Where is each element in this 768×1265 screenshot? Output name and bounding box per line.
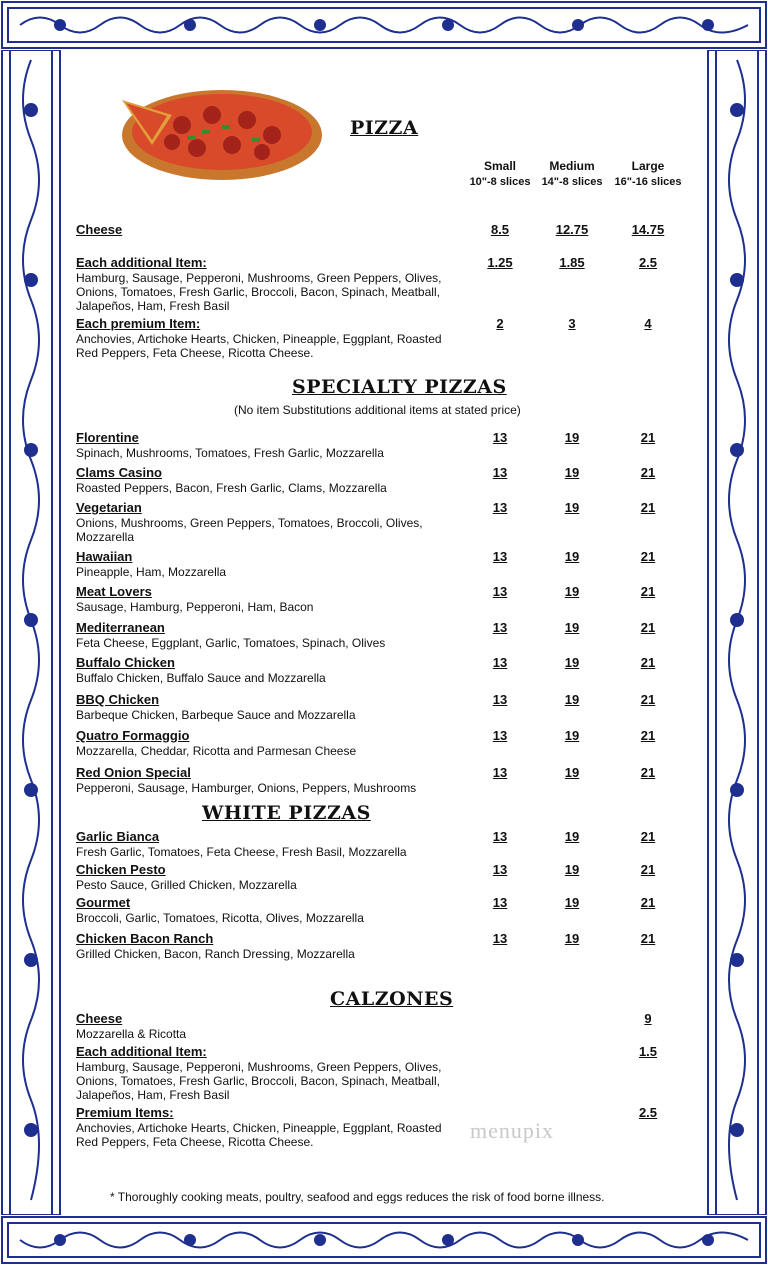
calzone-item-name: Cheese xyxy=(76,1011,123,1026)
menu-item-name: Florentine xyxy=(76,430,139,445)
price-medium: 19 xyxy=(564,430,580,445)
price-medium: 19 xyxy=(564,620,580,635)
price-large: 21 xyxy=(640,620,656,635)
price-large: 4 xyxy=(644,316,652,331)
menu-item-desc: Buffalo Chicken, Buffalo Sauce and Mozzarella xyxy=(76,671,326,685)
menu-item-name: Clams Casino xyxy=(76,465,162,480)
menu-item-desc: Roasted Peppers, Bacon, Fresh Garlic, Clams, Mozzarella xyxy=(76,481,387,495)
price-medium: 19 xyxy=(564,584,580,599)
price-large: 21 xyxy=(640,430,656,445)
calzone-item-desc: Mozzarella & Ricotta xyxy=(76,1027,187,1041)
border-left-ornament xyxy=(0,50,62,1215)
menu-item-desc: Broccoli, Garlic, Tomatoes, Ricotta, Olives, Mozzarella xyxy=(76,911,364,925)
price-large: 2.5 xyxy=(638,255,658,270)
price-small: 13 xyxy=(492,931,508,946)
specialty-section-title: SPECIALTY PIZZAS xyxy=(292,376,507,398)
price-small: 13 xyxy=(492,765,508,780)
border-top-ornament xyxy=(0,0,768,50)
price-large: 21 xyxy=(640,862,656,877)
price-medium: 19 xyxy=(564,728,580,743)
menu-item-name: Cheese xyxy=(76,222,123,237)
price-large: 21 xyxy=(640,931,656,946)
price-medium: 19 xyxy=(564,862,580,877)
price-medium: 19 xyxy=(564,931,580,946)
menu-item-desc: Mozzarella, Cheddar, Ricotta and Parmesan Cheese xyxy=(76,744,357,758)
price-large: 21 xyxy=(640,692,656,707)
price-small: 13 xyxy=(492,829,508,844)
price-large: 21 xyxy=(640,728,656,743)
price-large: 21 xyxy=(640,895,656,910)
size-small-label: Small xyxy=(483,159,516,173)
price-medium: 19 xyxy=(564,655,580,670)
price-small: 2 xyxy=(496,316,504,331)
price-medium: 19 xyxy=(564,895,580,910)
menu-item-desc: Sausage, Hamburg, Pepperoni, Ham, Bacon xyxy=(76,600,314,614)
menu-item-name: Each premium Item: xyxy=(76,316,201,331)
price-small: 13 xyxy=(492,655,508,670)
price-large: 21 xyxy=(640,829,656,844)
calzone-item-desc: Anchovies, Artichoke Hearts, Chicken, Pineapple, Eggplant, Roasted Red Peppers, Feta Cheese, Ricotta Cheese. xyxy=(76,1121,442,1149)
calzone-price: 2.5 xyxy=(638,1105,658,1120)
price-large: 21 xyxy=(640,500,656,515)
price-small: 13 xyxy=(492,500,508,515)
menu-item-name: Red Onion Special xyxy=(76,765,191,780)
menu-item-name: Each additional Item: xyxy=(76,255,207,270)
menu-item-desc: Barbeque Chicken, Barbeque Sauce and Mozzarella xyxy=(76,708,356,722)
menu-item-name: Mediterranean xyxy=(76,620,165,635)
menu-item-desc: Fresh Garlic, Tomatoes, Feta Cheese, Fresh Basil, Mozzarella xyxy=(76,845,407,859)
menu-item-name: Chicken Pesto xyxy=(76,862,166,877)
price-large: 21 xyxy=(640,465,656,480)
price-large: 21 xyxy=(640,655,656,670)
size-medium-slices: 14"-8 slices xyxy=(541,176,603,188)
menu-item-name: Hawaiian xyxy=(76,549,133,564)
menu-item-name: Meat Lovers xyxy=(76,584,152,599)
menu-item-desc: Pepperoni, Sausage, Hamburger, Onions, Peppers, Mushrooms xyxy=(76,781,417,795)
price-medium: 12.75 xyxy=(555,222,589,237)
menu-item-name: Chicken Bacon Ranch xyxy=(76,931,214,946)
calzone-price: 9 xyxy=(644,1011,652,1026)
size-medium-label: Medium xyxy=(549,159,595,173)
menu-item-desc: Feta Cheese, Eggplant, Garlic, Tomatoes, Spinach, Olives xyxy=(76,636,386,650)
menu-item-desc: Grilled Chicken, Bacon, Ranch Dressing, Mozzarella xyxy=(76,947,355,961)
watermark: menupix xyxy=(470,1118,554,1143)
footnote: * Thoroughly cooking meats, poultry, seafood and eggs reduces the risk of food borne illness. xyxy=(110,1190,605,1204)
menu-item-name: Buffalo Chicken xyxy=(76,655,175,670)
price-small: 13 xyxy=(492,862,508,877)
price-small: 13 xyxy=(492,895,508,910)
border-bottom-ornament xyxy=(0,1215,768,1265)
price-small: 1.25 xyxy=(487,255,513,270)
menu-item-name: Garlic Bianca xyxy=(76,829,160,844)
specialty-subtitle: (No item Substitutions additional items at stated price) xyxy=(234,403,521,417)
white-section-title: WHITE PIZZAS xyxy=(202,802,371,824)
price-small: 13 xyxy=(492,584,508,599)
price-small: 13 xyxy=(492,692,508,707)
price-small: 8.5 xyxy=(490,222,510,237)
menu-item-desc: Anchovies, Artichoke Hearts, Chicken, Pineapple, Eggplant, Roasted Red Peppers, Feta Cheese, Ricotta Cheese. xyxy=(76,332,442,360)
price-medium: 19 xyxy=(564,829,580,844)
calzones-section-title: CALZONES xyxy=(330,988,454,1010)
menu-item-name: BBQ Chicken xyxy=(76,692,160,707)
calzone-item-name: Each additional Item: xyxy=(76,1044,207,1059)
size-large-slices: 16"-16 slices xyxy=(614,176,682,188)
price-medium: 19 xyxy=(564,549,580,564)
price-medium: 19 xyxy=(564,465,580,480)
price-large: 21 xyxy=(640,765,656,780)
calzone-item-desc: Hamburg, Sausage, Pepperoni, Mushrooms, Green Peppers, Olives, Onions, Tomatoes, Fresh Garlic, Broccoli, Bacon, Spinach, Meatball, Jalapeños, Ham, Fresh Basil xyxy=(76,1060,442,1102)
price-large: 14.75 xyxy=(631,222,665,237)
price-small: 13 xyxy=(492,549,508,564)
price-medium: 19 xyxy=(564,692,580,707)
size-large-label: Large xyxy=(631,159,665,173)
menu-item-name: Vegetarian xyxy=(76,500,142,515)
border-right-ornament xyxy=(706,50,768,1215)
menu-item-desc: Pineapple, Ham, Mozzarella xyxy=(76,565,227,579)
price-small: 13 xyxy=(492,430,508,445)
price-small: 13 xyxy=(492,620,508,635)
menu-item-name: Gourmet xyxy=(76,895,131,910)
menu-content xyxy=(62,50,706,1215)
menu-item-desc: Onions, Mushrooms, Green Peppers, Tomatoes, Broccoli, Olives, Mozzarella xyxy=(76,516,423,544)
menu-item-desc: Hamburg, Sausage, Pepperoni, Mushrooms, Green Peppers, Olives, Onions, Tomatoes, Fresh Garlic, Broccoli, Bacon, Spinach, Meatball, Jalapeños, Ham, Fresh Basil xyxy=(76,271,442,313)
menu-item-desc: Spinach, Mushrooms, Tomatoes, Fresh Garlic, Mozzarella xyxy=(76,446,384,460)
price-small: 13 xyxy=(492,465,508,480)
price-medium: 19 xyxy=(564,500,580,515)
size-small-slices: 10"-8 slices xyxy=(469,176,531,188)
pizza-image xyxy=(112,70,327,190)
menu-item-name: Quatro Formaggio xyxy=(76,728,190,743)
price-medium: 1.85 xyxy=(559,255,585,270)
price-small: 13 xyxy=(492,728,508,743)
menu-item-desc: Pesto Sauce, Grilled Chicken, Mozzarella xyxy=(76,878,297,892)
calzone-item-name: Premium Items: xyxy=(76,1105,174,1120)
price-medium: 19 xyxy=(564,765,580,780)
price-large: 21 xyxy=(640,584,656,599)
price-large: 21 xyxy=(640,549,656,564)
price-medium: 3 xyxy=(568,316,576,331)
pizza-section-title: PIZZA xyxy=(350,117,419,139)
calzone-price: 1.5 xyxy=(638,1044,658,1059)
